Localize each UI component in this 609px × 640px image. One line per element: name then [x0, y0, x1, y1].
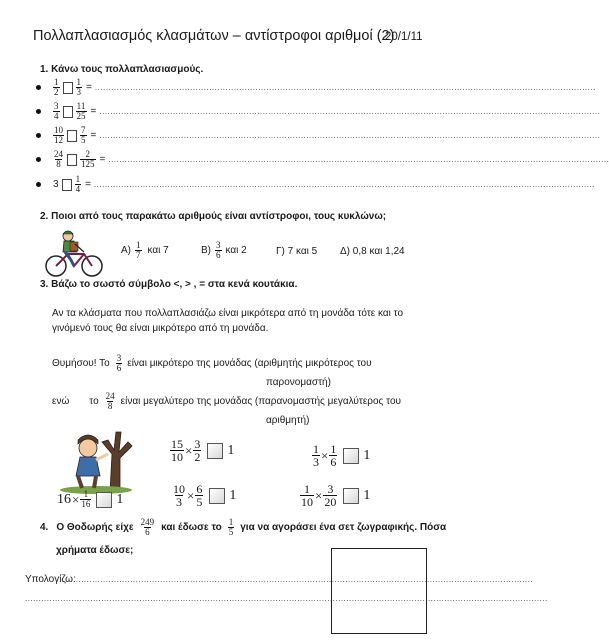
one-value: 1 [363, 487, 371, 503]
missing-glyph-icon [67, 154, 77, 166]
q2-option-c[interactable]: Γ) 7 και 5 [276, 246, 318, 257]
fraction: $\frac{3}{4}$ [54, 101, 59, 121]
fraction: $\frac{1}{2}$ [54, 77, 59, 97]
fraction: $\frac{3}{6}$ [116, 353, 122, 373]
answer-line-2[interactable]: ................................................................................................................................................................................................ [25, 594, 548, 603]
fraction: $\frac{1}{3}$ [313, 442, 319, 469]
bullet-icon [36, 157, 41, 162]
times-sign: × [72, 491, 80, 507]
q2-option-d[interactable]: Δ) 0,8 και 1,24 [340, 246, 405, 257]
one-value: 1 [227, 442, 235, 458]
calc-label: Υπολογίζω: [25, 574, 76, 585]
fraction: $\frac{11}{25}$ [76, 101, 86, 121]
fraction: $\frac{1}{7}$ [136, 240, 141, 260]
q4-question-cont: χρήματα έδωσε; [56, 545, 134, 556]
equals-sign: = [90, 106, 97, 117]
bullet-icon [36, 133, 41, 138]
one-value: 1 [229, 487, 237, 503]
q2-option-a[interactable]: Α) $\frac{1}{7}$ και 7 [121, 240, 169, 260]
missing-glyph-icon [67, 130, 77, 142]
q4-question: 4. Ο Θοδωρής είχε $\frac{249}{6}$ και έδωσε το $\frac{1}{5}$ για να αγοράσει ένα σετ ζωγραφικής. Πόσα [40, 517, 447, 537]
page-date: 20/1/11 [385, 31, 423, 43]
q1-row-2 [36, 101, 601, 121]
answer-box[interactable] [96, 492, 112, 508]
fraction: $\frac{249}{6}$ [140, 517, 155, 537]
q1-title: 1. Κάνω τους πολλαπλασιασμούς. [40, 64, 204, 75]
missing-glyph-icon [63, 106, 73, 118]
exercise-3 [172, 483, 236, 508]
bullet-icon [36, 182, 41, 187]
q3-reminder: Θυμήσου! Το $\frac{3}{6}$ είναι μικρότερο της μονάδας (αριθμητής μικρότερος του [52, 353, 372, 373]
tree-boy-illustration-icon [58, 424, 134, 494]
fraction: $\frac{24}{8}$ [105, 391, 115, 411]
one-value: 1 [363, 447, 371, 463]
answer-line[interactable]: ........................................................................................................................................................................................ [93, 180, 595, 189]
q1-row-5 [36, 174, 595, 194]
exercise-5 [57, 490, 123, 509]
missing-glyph-icon [62, 179, 72, 191]
answer-line[interactable]: ........................................................................................................................................................................ [75, 575, 534, 584]
exercise-4 [300, 483, 370, 508]
fraction: $\frac{15}{10}$ [171, 437, 183, 464]
page-title: Πολλαπλασιασμός κλασμάτων – αντίστροφοι αριθμοί (2) [33, 28, 395, 44]
answer-box[interactable] [343, 488, 359, 504]
fraction: $\frac{6}{5}$ [196, 482, 203, 509]
q3-title: 3. Βάζω το σωστό σύμβολο <, > , = στα κενά κουτάκια. [40, 279, 298, 290]
q3-text-2: γινόμενό τους θα είναι μικρότερο από τη μονάδα. [52, 323, 269, 334]
q1-row-3 [36, 125, 601, 145]
bullet-icon [36, 109, 41, 114]
bullet-icon [36, 85, 41, 90]
missing-glyph-icon [63, 82, 73, 94]
one-value: 1 [116, 491, 124, 507]
q2-title: 2. Ποιοι από τους παρακάτω αριθμούς είναι αντίστροφοι, τους κυκλώνω; [40, 211, 387, 222]
equals-sign: = [86, 82, 92, 93]
equals-sign: = [90, 130, 97, 141]
q3-text-1: Αν τα κλάσματα που πολλαπλασιάζω είναι μικρότερα από τη μονάδα τότε και το [52, 308, 404, 319]
fraction: $\frac{1}{6}$ [330, 442, 337, 469]
q2-option-b[interactable]: Β) $\frac{3}{6}$ και 2 [201, 240, 247, 260]
q1-row-4 [36, 149, 609, 169]
fraction: $\frac{2}{125}$ [81, 149, 95, 169]
q3-reminder-cont: παρονομαστή) [266, 377, 331, 388]
times-sign: × [185, 442, 193, 458]
cyclist-illustration-icon [44, 228, 104, 278]
answer-line[interactable]: ........................................................................................................................................................................................ [99, 107, 601, 116]
fraction: $\frac{1}{3}$ [76, 77, 81, 97]
exercise-1 [170, 438, 234, 463]
answer-box[interactable] [207, 443, 223, 459]
drawing-box[interactable] [331, 548, 427, 634]
fraction: $\frac{1}{10}$ [301, 482, 313, 509]
q1-row-1 [36, 77, 596, 97]
fraction: $\frac{3}{6}$ [216, 240, 221, 260]
fraction: $\frac{1}{5}$ [228, 517, 234, 537]
fraction: $\frac{3}{20}$ [324, 482, 337, 509]
calc-line [25, 574, 534, 585]
equals-sign: = [85, 179, 91, 190]
answer-line[interactable]: ........................................................................................................................................................................................ [99, 131, 601, 140]
fraction: $\frac{10}{3}$ [173, 482, 185, 509]
fraction: $\frac{10}{12}$ [54, 125, 63, 145]
fraction: $\frac{3}{2}$ [194, 437, 201, 464]
answer-box[interactable] [209, 488, 225, 504]
whole-number: 16 [57, 491, 71, 507]
times-sign: × [187, 487, 195, 503]
fraction: $\frac{1}{16}$ [81, 489, 91, 509]
equals-sign: = [99, 154, 106, 165]
fraction: $\frac{7}{5}$ [81, 125, 86, 145]
q3-while-cont: αριθμητή) [266, 415, 310, 426]
fraction: $\frac{1}{4}$ [75, 174, 81, 194]
answer-box[interactable] [343, 448, 359, 464]
times-sign: × [321, 447, 329, 463]
times-sign: × [315, 487, 323, 503]
q3-while: ενώ το $\frac{24}{8}$ είναι μεγαλύτερο της μονάδας (παρανομαστής μεγαλύτερος του [52, 391, 401, 411]
answer-line[interactable]: ........................................................................................................................................................................................ [108, 155, 609, 164]
fraction: $\frac{24}{8}$ [54, 149, 63, 169]
exercise-2 [312, 443, 370, 468]
answer-line[interactable]: ........................................................................................................................................................................................ [94, 83, 596, 92]
whole-number: 3 [53, 179, 59, 190]
